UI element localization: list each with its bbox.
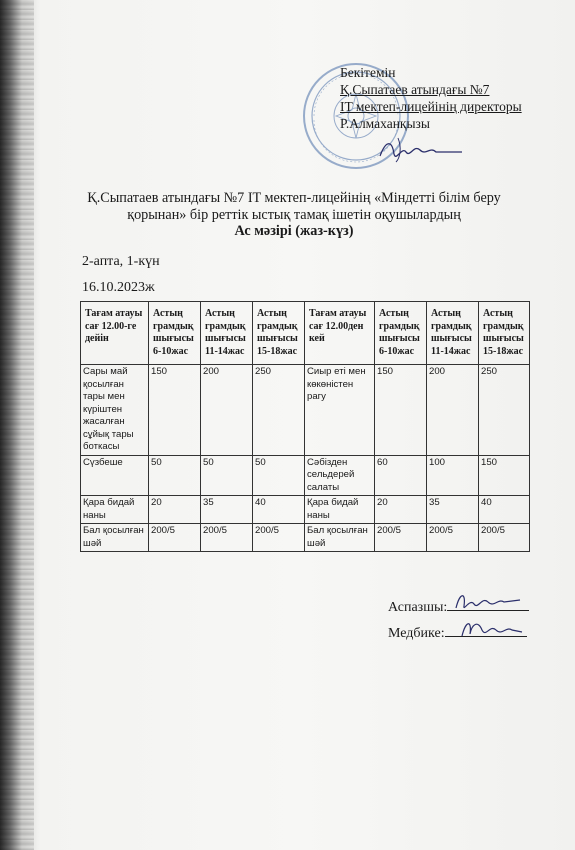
- approval-director-name: Р.Алмаханқызы: [340, 116, 430, 131]
- table-cell: 20: [375, 496, 427, 524]
- table-cell: 200/5: [201, 524, 253, 552]
- table-cell: 150: [375, 365, 427, 456]
- table-cell: 200: [427, 365, 479, 456]
- table-row: [81, 524, 530, 552]
- nurse-signature-icon: [456, 614, 528, 642]
- date-label: 16.10.2023ж: [82, 280, 155, 295]
- table-cell: 200: [201, 365, 253, 456]
- cook-label: Аспазшы:: [388, 600, 448, 615]
- table-header-row: [81, 302, 530, 365]
- table-header-cell: Астың грамдық шығысы 6-10жас: [375, 302, 427, 365]
- title-line-2: қорынан» бір реттік ыстық тамақ ішетін оқушылардың: [127, 206, 461, 223]
- table-cell: Қара бидай наны: [81, 496, 149, 524]
- cook-signature-icon: [452, 588, 524, 616]
- table-cell: 200/5: [375, 524, 427, 552]
- table-cell: 40: [253, 496, 305, 524]
- menu-table: [80, 301, 530, 552]
- table-cell: 150: [479, 455, 530, 496]
- table-cell: 100: [427, 455, 479, 496]
- table-cell: 200/5: [253, 524, 305, 552]
- approval-block: [340, 64, 522, 132]
- table-cell: 20: [149, 496, 201, 524]
- table-row: [81, 496, 530, 524]
- table-cell: 50: [201, 455, 253, 496]
- table-cell: Сары май қосылған тары мен күріштен жасалған сұйық тары боткасы: [81, 365, 149, 456]
- table-cell: Сиыр еті мен көкөністен рагу: [305, 365, 375, 456]
- table-cell: Сүзбеше: [81, 455, 149, 496]
- document-title: [60, 190, 528, 240]
- table-cell: 60: [375, 455, 427, 496]
- table-row: [81, 365, 530, 456]
- table-cell: Қара бидай наны: [305, 496, 375, 524]
- table-cell: 200/5: [427, 524, 479, 552]
- table-cell: Сәбізден сельдерей салаты: [305, 455, 375, 496]
- table-cell: Бал қосылған шәй: [81, 524, 149, 552]
- table-row: [81, 455, 530, 496]
- table-header-cell: Астың грамдық шығысы 15-18жас: [253, 302, 305, 365]
- table-cell: 35: [427, 496, 479, 524]
- week-day-label: 2-апта, 1-күн: [82, 254, 160, 269]
- table-header-cell: Астың грамдық шығысы 11-14жас: [427, 302, 479, 365]
- table-header-cell: Тағам атауы сағ 12.00ден кей: [305, 302, 375, 365]
- table-header-cell: Астың грамдық шығысы 11-14жас: [201, 302, 253, 365]
- table-header-cell: Астың грамдық шығысы 15-18жас: [479, 302, 530, 365]
- table-cell: 250: [479, 365, 530, 456]
- table-header-cell: Тағам атауы сағ 12.00-ге дейін: [81, 302, 149, 365]
- table-cell: 40: [479, 496, 530, 524]
- approval-school: Қ.Сыпатаев атындағы №7: [340, 82, 490, 97]
- table-cell: 150: [149, 365, 201, 456]
- approval-position: IT мектеп-лицейінің директоры: [340, 99, 522, 114]
- title-line-3: Ас мәзірі (жаз-күз): [234, 223, 354, 239]
- table-cell: Бал қосылған шәй: [305, 524, 375, 552]
- approval-heading: Бекітемін: [340, 65, 396, 80]
- director-signature-icon: [376, 132, 466, 166]
- table-cell: 35: [201, 496, 253, 524]
- table-cell: 200/5: [149, 524, 201, 552]
- title-line-1: Қ.Сыпатаев атындағы №7 IT мектеп-лицейінің «Міндетті білім беру: [87, 190, 501, 206]
- table-cell: 250: [253, 365, 305, 456]
- table-cell: 50: [253, 455, 305, 496]
- table-cell: 200/5: [479, 524, 530, 552]
- nurse-label: Медбике:: [388, 626, 445, 641]
- scan-edge-shadow: [0, 0, 34, 850]
- table-cell: 50: [149, 455, 201, 496]
- table-header-cell: Астың грамдық шығысы 6-10жас: [149, 302, 201, 365]
